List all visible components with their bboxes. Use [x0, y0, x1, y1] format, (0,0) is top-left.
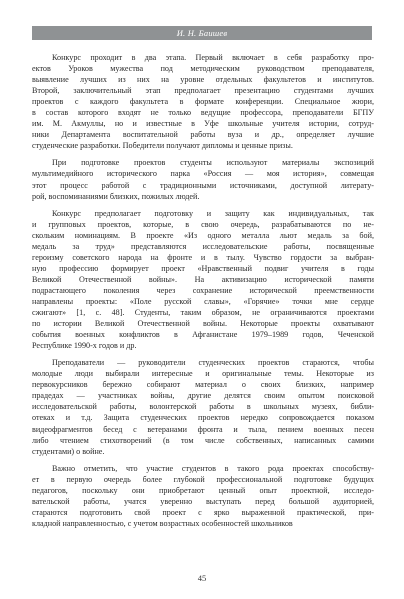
- text-line: Второй, заключительный этап предполагает презентацию студентами лучших: [32, 86, 374, 96]
- text-line: этот процесс работой с традиционными источниками, доступной литерату-: [32, 180, 374, 190]
- text-line: вательской работы, учатся уверенно выступать перед большой аудиторией,: [32, 496, 374, 506]
- text-line: студентами) о войне.: [32, 446, 105, 456]
- text-line: сжигают» [1, с. 48]. Студенты, таким образом, не ограничиваются проектами: [32, 308, 374, 318]
- text-line: рой, воспоминаниями близких, пожилых людей.: [32, 191, 200, 201]
- text-line: в состав которого входят не только ведущие профессора, преподаватели БГПУ: [32, 108, 374, 118]
- text-line: ники Департамента воспитательной работы вуза и др., определяет лучшие: [32, 130, 374, 140]
- text-line: по истории Великой Отечественной войны. Некоторые проекты охватывают: [32, 319, 374, 329]
- text-line: педагогов, поскольку они приобретают ценный опыт проектной, исследо-: [32, 485, 374, 495]
- text-line: видеофрагментов бесед с ветеранами фронта и тыла, пением военных песен: [32, 424, 374, 434]
- running-header: [32, 26, 372, 40]
- text-line: либо чтением стихотворений (в том числе собственных, написанных самими: [32, 435, 374, 445]
- text-line: кладной направленностью, с учетом возрастных особенностей школьников: [32, 518, 293, 528]
- text-line: события военных конфликтов в Афганистане 1979–1989 годов, Чеченской: [32, 330, 374, 340]
- paragraph: [32, 52, 374, 151]
- text-line: героизму советского народа на фронте и в тылу. Чувство гордости за выбран-: [32, 252, 374, 262]
- page-number: 45: [197, 573, 207, 583]
- text-line: ет в первую очередь более глубокой профессиональной подготовке будущих: [32, 474, 374, 484]
- text-line: первокурсников бережно собирают материал о своих близких, например: [32, 380, 374, 390]
- text-line: Преподаватели — руководители студенческих проектов стараются, чтобы: [52, 358, 374, 368]
- text-line: им. М. Акмуллы, но и известные в Уфе школьные учителя истории, сотруд-: [32, 119, 374, 129]
- text-line: Великой Отечественной войны». На активизацию исторической памяти: [32, 274, 374, 284]
- header-author: И. Н. Баишев: [176, 28, 228, 38]
- text-line: ектов Уроков мужества под методическим руководством преподавателя,: [32, 64, 374, 74]
- text-line: прадедах — участниках войны, другие делятся своим опытом поисковой: [32, 391, 374, 401]
- text-line: Конкурс предполагает подготовку и защиту как индивидуальных, так: [52, 208, 374, 218]
- paragraph: [32, 208, 374, 352]
- text-line: проектов с каждого факультета в формате конференции. Специальное жюри,: [32, 97, 374, 107]
- paragraph: [32, 463, 374, 529]
- text-line: и групповых проектов, которые, в свою очередь, разрабатываются по не-: [32, 219, 374, 229]
- text-line: мультимедийного исторического парка «Россия — моя история», совмещая: [32, 169, 374, 179]
- text-line: исследовательской работы, волонтерской работы в школьных музеях, библи-: [32, 402, 374, 412]
- text-line: стараются подготовить свой проект с ярко выраженной практической, при-: [32, 507, 374, 517]
- text-line: подрастающего поколения через сохранение исторической преемственности: [32, 285, 374, 295]
- text-line: отеках и т.д. Защита студенческих проектов нередко сопровождается показом: [32, 413, 374, 423]
- text-line: ную профессию формирует проект «Нравственный подвиг учителя в годы: [32, 263, 374, 273]
- paragraph: [32, 357, 374, 456]
- text-line: Важно отметить, что участие студентов в такого рода проектах способству-: [52, 463, 374, 473]
- text-line: Республике 1990-х годов и др.: [32, 341, 137, 351]
- text-line: Конкурс проходит в два этапа. Первый включает в себя разработку про-: [52, 53, 374, 62]
- body-text: [32, 52, 374, 529]
- text-line: выявление лучших из них на уровне отдельных факультетов и институтов.: [32, 75, 374, 85]
- text-line: направлены проекты: «Поле русской славы», «Горячие» точки мне сердце: [32, 296, 374, 306]
- text-line: молодые люди выбирали интересные и оригинальные темы. Некоторые из: [32, 369, 374, 379]
- text-line: студенческие разработки. Победители получают дипломы и ценные призы.: [32, 141, 293, 151]
- text-line: При подготовке проектов студенты используют материалы экспозиций: [52, 158, 374, 168]
- text-line: медаль за труд» представляются исследовательские работы, посвященные: [32, 241, 374, 251]
- text-line: скольким номинациям. В проекте «Из одного металла льют медаль за бой,: [32, 230, 374, 240]
- paragraph: [32, 157, 374, 201]
